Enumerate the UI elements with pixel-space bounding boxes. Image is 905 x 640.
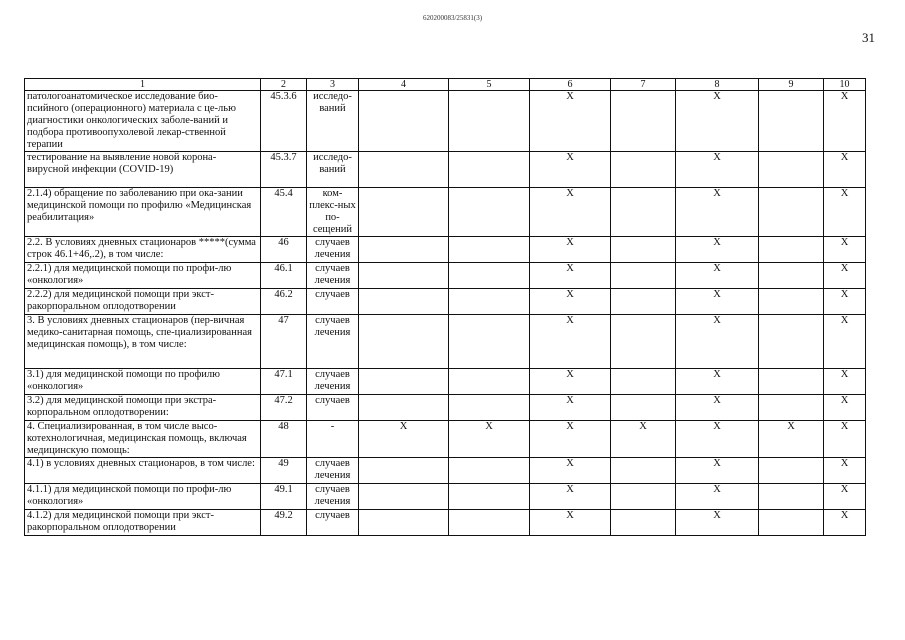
cell-col-5: X bbox=[449, 421, 530, 458]
data-table bbox=[24, 78, 866, 536]
column-header: 1 bbox=[25, 79, 261, 91]
cell-col-4 bbox=[359, 369, 449, 395]
document-id: 620200083/25831(3) bbox=[422, 14, 483, 22]
table-row bbox=[25, 510, 866, 536]
table-row bbox=[25, 369, 866, 395]
cell-col-9 bbox=[759, 369, 824, 395]
cell-col-6: X bbox=[530, 369, 611, 395]
row-code: 46.1 bbox=[261, 263, 307, 289]
row-unit: исследо-ваний bbox=[307, 152, 359, 188]
column-header: 4 bbox=[359, 79, 449, 91]
row-description: 3. В условиях дневных стационаров (пер-вичная медико-санитарная помощь, спе-циализированная медицинская помощь), в том числе: bbox=[25, 315, 261, 369]
table-row bbox=[25, 237, 866, 263]
cell-col-9 bbox=[759, 289, 824, 315]
cell-col-9 bbox=[759, 263, 824, 289]
row-unit: случаев лечения bbox=[307, 315, 359, 369]
column-header: 9 bbox=[759, 79, 824, 91]
cell-col-6: X bbox=[530, 458, 611, 484]
row-description: патологоанатомическое исследование био-псийного (операционного) материала с це-лью диагностики онкологических заболе-ваний и подбора противоопухолевой лекар-ственной терапии bbox=[25, 91, 261, 152]
row-unit: случаев лечения bbox=[307, 369, 359, 395]
cell-col-4 bbox=[359, 188, 449, 237]
cell-col-10: X bbox=[824, 152, 866, 188]
cell-col-6: X bbox=[530, 152, 611, 188]
cell-col-6: X bbox=[530, 91, 611, 152]
cell-col-5 bbox=[449, 315, 530, 369]
cell-col-4 bbox=[359, 315, 449, 369]
cell-col-8: X bbox=[676, 91, 759, 152]
row-code: 45.4 bbox=[261, 188, 307, 237]
table-row bbox=[25, 263, 866, 289]
cell-col-6: X bbox=[530, 510, 611, 536]
row-code: 49.2 bbox=[261, 510, 307, 536]
cell-col-5 bbox=[449, 458, 530, 484]
cell-col-8: X bbox=[676, 289, 759, 315]
cell-col-7 bbox=[611, 263, 676, 289]
cell-col-8: X bbox=[676, 395, 759, 421]
column-header: 6 bbox=[530, 79, 611, 91]
cell-col-5 bbox=[449, 263, 530, 289]
cell-col-8: X bbox=[676, 237, 759, 263]
table-row bbox=[25, 289, 866, 315]
cell-col-6: X bbox=[530, 395, 611, 421]
cell-col-8: X bbox=[676, 188, 759, 237]
row-code: 48 bbox=[261, 421, 307, 458]
table-row bbox=[25, 188, 866, 237]
row-unit: случаев лечения bbox=[307, 237, 359, 263]
row-code: 49.1 bbox=[261, 484, 307, 510]
cell-col-4 bbox=[359, 484, 449, 510]
column-header: 10 bbox=[824, 79, 866, 91]
cell-col-7 bbox=[611, 458, 676, 484]
cell-col-5 bbox=[449, 152, 530, 188]
table-row bbox=[25, 91, 866, 152]
row-code: 47.1 bbox=[261, 369, 307, 395]
cell-col-10: X bbox=[824, 484, 866, 510]
cell-col-7 bbox=[611, 152, 676, 188]
cell-col-5 bbox=[449, 395, 530, 421]
row-description: 2.2.2) для медицинской помощи при экст-ракорпоральном оплодотворении bbox=[25, 289, 261, 315]
cell-col-7 bbox=[611, 91, 676, 152]
table-row bbox=[25, 315, 866, 369]
cell-col-10: X bbox=[824, 188, 866, 237]
cell-col-8: X bbox=[676, 458, 759, 484]
cell-col-9 bbox=[759, 395, 824, 421]
row-description: 4.1) в условиях дневных стационаров, в том числе: bbox=[25, 458, 261, 484]
cell-col-7 bbox=[611, 484, 676, 510]
column-number-header-row bbox=[25, 79, 866, 91]
cell-col-10: X bbox=[824, 510, 866, 536]
column-header: 2 bbox=[261, 79, 307, 91]
page-number: 31 bbox=[862, 30, 875, 45]
table-row bbox=[25, 421, 866, 458]
row-unit: случаев лечения bbox=[307, 484, 359, 510]
cell-col-10: X bbox=[824, 458, 866, 484]
cell-col-7 bbox=[611, 188, 676, 237]
cell-col-7 bbox=[611, 237, 676, 263]
cell-col-5 bbox=[449, 188, 530, 237]
cell-col-9 bbox=[759, 152, 824, 188]
cell-col-6: X bbox=[530, 484, 611, 510]
cell-col-4 bbox=[359, 237, 449, 263]
row-code: 46 bbox=[261, 237, 307, 263]
cell-col-8: X bbox=[676, 484, 759, 510]
table-row bbox=[25, 152, 866, 188]
row-description: 4.1.1) для медицинской помощи по профи-лю «онкология» bbox=[25, 484, 261, 510]
cell-col-10: X bbox=[824, 369, 866, 395]
column-header: 5 bbox=[449, 79, 530, 91]
cell-col-8: X bbox=[676, 421, 759, 458]
row-unit: случаев лечения bbox=[307, 263, 359, 289]
row-code: 46.2 bbox=[261, 289, 307, 315]
cell-col-5 bbox=[449, 510, 530, 536]
cell-col-8: X bbox=[676, 510, 759, 536]
cell-col-4 bbox=[359, 395, 449, 421]
cell-col-4 bbox=[359, 458, 449, 484]
cell-col-6: X bbox=[530, 315, 611, 369]
cell-col-5 bbox=[449, 91, 530, 152]
cell-col-8: X bbox=[676, 315, 759, 369]
row-unit: случаев bbox=[307, 289, 359, 315]
row-unit: случаев bbox=[307, 510, 359, 536]
cell-col-9 bbox=[759, 188, 824, 237]
row-code: 47 bbox=[261, 315, 307, 369]
cell-col-9 bbox=[759, 484, 824, 510]
cell-col-10: X bbox=[824, 395, 866, 421]
row-description: 2.2.1) для медицинской помощи по профи-лю «онкология» bbox=[25, 263, 261, 289]
row-code: 47.2 bbox=[261, 395, 307, 421]
row-description: 3.1) для медицинской помощи по профилю «онкология» bbox=[25, 369, 261, 395]
cell-col-4 bbox=[359, 289, 449, 315]
cell-col-5 bbox=[449, 484, 530, 510]
cell-col-10: X bbox=[824, 315, 866, 369]
row-description: 3.2) для медицинской помощи при экстра-корпоральном оплодотворении: bbox=[25, 395, 261, 421]
cell-col-6: X bbox=[530, 421, 611, 458]
cell-col-5 bbox=[449, 369, 530, 395]
cell-col-8: X bbox=[676, 369, 759, 395]
row-unit: ком-плекс-ных по-сещений bbox=[307, 188, 359, 237]
table-row bbox=[25, 484, 866, 510]
table-row bbox=[25, 395, 866, 421]
cell-col-7 bbox=[611, 369, 676, 395]
row-unit: - bbox=[307, 421, 359, 458]
cell-col-10: X bbox=[824, 289, 866, 315]
cell-col-9 bbox=[759, 315, 824, 369]
row-code: 45.3.6 bbox=[261, 91, 307, 152]
cell-col-9: X bbox=[759, 421, 824, 458]
cell-col-9 bbox=[759, 510, 824, 536]
row-description: 2.2. В условиях дневных стационаров *****(сумма строк 46.1+46,.2), в том числе: bbox=[25, 237, 261, 263]
cell-col-6: X bbox=[530, 289, 611, 315]
table-row bbox=[25, 458, 866, 484]
cell-col-9 bbox=[759, 237, 824, 263]
cell-col-7: X bbox=[611, 421, 676, 458]
cell-col-4 bbox=[359, 91, 449, 152]
cell-col-7 bbox=[611, 395, 676, 421]
cell-col-4 bbox=[359, 510, 449, 536]
row-unit: исследо-ваний bbox=[307, 91, 359, 152]
row-description: 4.1.2) для медицинской помощи при экст-ракорпоральном оплодотворении bbox=[25, 510, 261, 536]
cell-col-4: X bbox=[359, 421, 449, 458]
cell-col-5 bbox=[449, 237, 530, 263]
cell-col-4 bbox=[359, 263, 449, 289]
cell-col-6: X bbox=[530, 237, 611, 263]
column-header: 7 bbox=[611, 79, 676, 91]
cell-col-8: X bbox=[676, 263, 759, 289]
row-description: тестирование на выявление новой корона-вирусной инфекции (COVID-19) bbox=[25, 152, 261, 188]
cell-col-10: X bbox=[824, 421, 866, 458]
column-header: 3 bbox=[307, 79, 359, 91]
cell-col-9 bbox=[759, 458, 824, 484]
cell-col-4 bbox=[359, 152, 449, 188]
cell-col-7 bbox=[611, 289, 676, 315]
row-unit: случаев bbox=[307, 395, 359, 421]
row-code: 45.3.7 bbox=[261, 152, 307, 188]
row-description: 4. Специализированная, в том числе высо-котехнологичная, медицинская помощь, включая медицинскую помощь: bbox=[25, 421, 261, 458]
cell-col-6: X bbox=[530, 263, 611, 289]
cell-col-10: X bbox=[824, 263, 866, 289]
cell-col-10: X bbox=[824, 237, 866, 263]
cell-col-8: X bbox=[676, 152, 759, 188]
cell-col-7 bbox=[611, 315, 676, 369]
cell-col-5 bbox=[449, 289, 530, 315]
cell-col-6: X bbox=[530, 188, 611, 237]
cell-col-9 bbox=[759, 91, 824, 152]
row-code: 49 bbox=[261, 458, 307, 484]
cell-col-10: X bbox=[824, 91, 866, 152]
row-description: 2.1.4) обращение по заболеванию при ока-зании медицинской помощи по профилю «Медицинская реабилитация» bbox=[25, 188, 261, 237]
column-header: 8 bbox=[676, 79, 759, 91]
row-unit: случаев лечения bbox=[307, 458, 359, 484]
cell-col-7 bbox=[611, 510, 676, 536]
